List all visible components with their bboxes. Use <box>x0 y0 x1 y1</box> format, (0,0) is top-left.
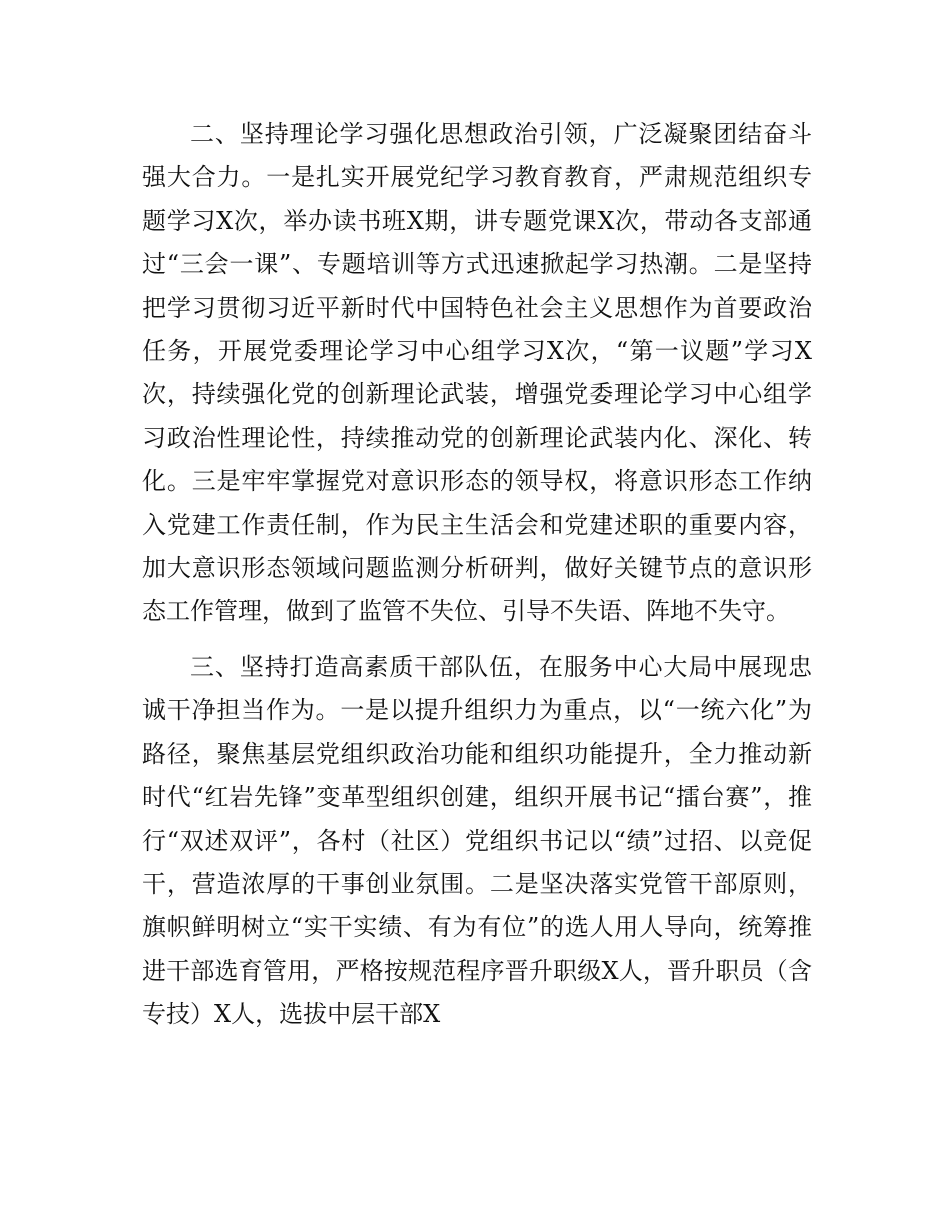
document-body <box>142 113 812 1037</box>
paragraph-two: 二、坚持理论学习强化思想政治引领，广泛凝聚团结奋斗强大合力。一是扎实开展党纪学习教育教育，严肃规范组织专题学习X次，举办读书班X期，讲专题党课X次，带动各支部通过“三会一课”、专题培训等方式迅速掀起学习热潮。二是坚持把学习贯彻习近平新时代中国特色社会主义思想作为首要政治任务，开展党委理论学习中心组学习X次，“第一议题”学习X次，持续强化党的创新理论武装，增强党委理论学习中心组学习政治性理论性，持续推动党的创新理论武装内化、深化、转化。三是牢牢掌握党对意识形态的领导权，将意识形态工作纳入党建工作责任制，作为民主生活会和党建述职的重要内容，加大意识形态领域问题监测分析研判，做好关键节点的意识形态工作管理，做到了监管不失位、引导不失语、阵地不失守。 <box>142 120 812 626</box>
paragraph-three: 三、坚持打造高素质干部队伍，在服务中心大局中展现忠诚干净担当作为。一是以提升组织力为重点，以“一统六化”为路径，聚焦基层党组织政治功能和组织功能提升，全力推动新时代“红岩先锋”变革型组织创建，组织开展书记“擂台赛”，推行“双述双评”，各村（社区）党组织书记以“绩”过招、以竞促干，营造浓厚的干事创业氛围。二是坚决落实党管干部原则，旗帜鲜明树立“实干实绩、有为有位”的选人用人导向，统筹推进干部选育管用，严格按规范程序晋升职级X人，晋升职员（含专技）X人，选拔中层干部X <box>142 652 812 1029</box>
